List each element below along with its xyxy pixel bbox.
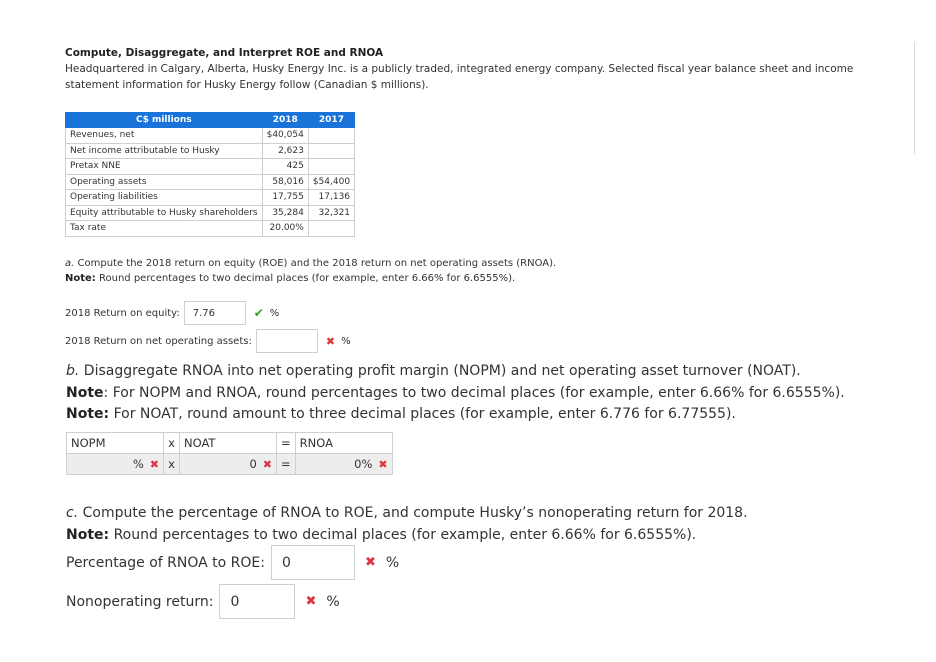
eq-header-row bbox=[67, 433, 393, 454]
table-row bbox=[66, 205, 355, 221]
row-2018: 17,755 bbox=[262, 190, 308, 206]
roe-row bbox=[65, 301, 279, 325]
financial-data-table bbox=[65, 112, 355, 237]
row-2017 bbox=[308, 128, 354, 144]
row-2018: 425 bbox=[262, 159, 308, 175]
row-2017: 17,136 bbox=[308, 190, 354, 206]
eq-input-row bbox=[67, 454, 393, 475]
row-2017: 32,321 bbox=[308, 205, 354, 221]
part-c-prompt bbox=[66, 503, 748, 546]
row-2017: $54,400 bbox=[308, 174, 354, 190]
nopm-unit: % bbox=[132, 457, 144, 471]
problem-intro: Headquartered in Calgary, Alberta, Husky Energy Inc. is a publicly traded, integrated energy company. Selected fiscal year balance sheet and income statement information for Husky Energy follow (Canadian $ millions). bbox=[65, 63, 854, 91]
row-label: Operating liabilities bbox=[66, 190, 263, 206]
row-2018: 2,623 bbox=[262, 143, 308, 159]
nonop-return-unit: % bbox=[326, 593, 340, 610]
times-operator: x bbox=[164, 454, 180, 475]
row-2018: 20.00% bbox=[262, 221, 308, 237]
rnoa-eq-unit: % bbox=[361, 457, 373, 471]
row-label: Pretax NNE bbox=[66, 159, 263, 175]
part-b-note1: : For NOPM and RNOA, round percentages to two decimal places (for example, enter 6.66% for 6.6555%). bbox=[103, 384, 845, 401]
part-b-note2-label: Note: bbox=[66, 406, 110, 422]
wrong-x-icon: ✖ bbox=[325, 334, 336, 348]
row-2018: $40,054 bbox=[262, 128, 308, 144]
table-header-2017: 2017 bbox=[308, 113, 354, 128]
wrong-x-icon: ✖ bbox=[149, 458, 159, 471]
pct-rnoa-roe-input[interactable]: 0 bbox=[271, 545, 355, 580]
noat-cell bbox=[180, 454, 277, 475]
part-b-note1-label: Note bbox=[66, 384, 104, 401]
wrong-x-icon: ✖ bbox=[364, 555, 376, 570]
rnoa-cell bbox=[295, 454, 392, 475]
table-row bbox=[66, 128, 355, 144]
table-row bbox=[66, 143, 355, 159]
nonop-return-label: Nonoperating return: bbox=[66, 593, 214, 610]
part-b-question: Disaggregate RNOA into net operating profit margin (NOPM) and net operating asset turnover (NOAT). bbox=[83, 363, 801, 379]
table-row bbox=[66, 174, 355, 190]
table-header-label: C$ millions bbox=[66, 113, 263, 128]
pct-rnoa-roe-unit: % bbox=[385, 554, 400, 571]
right-divider bbox=[914, 42, 915, 154]
part-a-letter: a. bbox=[65, 258, 75, 269]
rnoa-row bbox=[65, 329, 351, 353]
roe-input[interactable]: 7.76 bbox=[184, 301, 246, 325]
part-a-question: Compute the 2018 return on equity (ROE) and the 2018 return on net operating assets (RNOA). bbox=[77, 258, 557, 269]
part-a-note-label: Note: bbox=[65, 272, 96, 284]
pct-rnoa-roe-row bbox=[66, 545, 399, 580]
part-a-note: Round percentages to two decimal places (for example, enter 6.66% for 6.6555%). bbox=[99, 272, 516, 284]
rnoa-eq-input[interactable]: 0 bbox=[354, 457, 362, 471]
wrong-x-icon: ✖ bbox=[262, 458, 272, 471]
nonop-return-input[interactable]: 0 bbox=[219, 584, 295, 619]
equals-operator: = bbox=[277, 454, 296, 475]
wrong-x-icon: ✖ bbox=[378, 458, 388, 471]
eq-header-equals: = bbox=[277, 433, 296, 454]
table-row bbox=[66, 190, 355, 206]
nonop-return-row bbox=[66, 584, 340, 619]
part-b-note2: For NOAT, round amount to three decimal places (for example, enter 6.776 for 6.77555). bbox=[113, 406, 736, 422]
table-row bbox=[66, 159, 355, 175]
check-icon: ✔ bbox=[253, 306, 264, 320]
row-2017 bbox=[308, 221, 354, 237]
table-row bbox=[66, 221, 355, 237]
noat-input[interactable]: 0 bbox=[249, 457, 257, 471]
rnoa-input[interactable] bbox=[256, 329, 318, 353]
row-2018: 58,016 bbox=[262, 174, 308, 190]
row-label: Equity attributable to Husky shareholders bbox=[66, 205, 263, 221]
eq-header-noat: NOAT bbox=[180, 433, 277, 454]
part-c-question: Compute the percentage of RNOA to ROE, and compute Husky’s nonoperating return for 2018. bbox=[82, 505, 748, 521]
part-a-prompt bbox=[65, 257, 556, 286]
eq-header-times: x bbox=[164, 433, 180, 454]
table-header-2018: 2018 bbox=[262, 113, 308, 128]
eq-header-rnoa: RNOA bbox=[295, 433, 392, 454]
roe-label: 2018 Return on equity: bbox=[65, 307, 180, 319]
rnoa-unit: % bbox=[341, 335, 351, 347]
part-b-prompt bbox=[66, 361, 845, 426]
rnoa-label: 2018 Return on net operating assets: bbox=[65, 335, 252, 347]
part-b-letter: b. bbox=[66, 363, 80, 379]
row-label: Revenues, net bbox=[66, 128, 263, 144]
part-c-note: Round percentages to two decimal places (for example, enter 6.66% for 6.6555%). bbox=[113, 526, 697, 543]
eq-header-nopm: NOPM bbox=[67, 433, 164, 454]
nopm-cell bbox=[67, 454, 164, 475]
row-label: Operating assets bbox=[66, 174, 263, 190]
row-label: Net income attributable to Husky bbox=[66, 143, 263, 159]
row-2018: 35,284 bbox=[262, 205, 308, 221]
part-c-note-label: Note: bbox=[66, 526, 110, 543]
table-header-row bbox=[66, 113, 355, 128]
pct-rnoa-roe-label: Percentage of RNOA to ROE: bbox=[66, 554, 265, 571]
problem-title: Compute, Disaggregate, and Interpret ROE and RNOA bbox=[65, 47, 384, 59]
row-2017 bbox=[308, 159, 354, 175]
roe-unit: % bbox=[269, 307, 280, 319]
rnoa-disaggregation-table bbox=[66, 432, 393, 475]
row-label: Tax rate bbox=[66, 221, 263, 237]
wrong-x-icon: ✖ bbox=[305, 594, 317, 609]
part-c-letter: c. bbox=[66, 505, 79, 521]
row-2017 bbox=[308, 143, 354, 159]
